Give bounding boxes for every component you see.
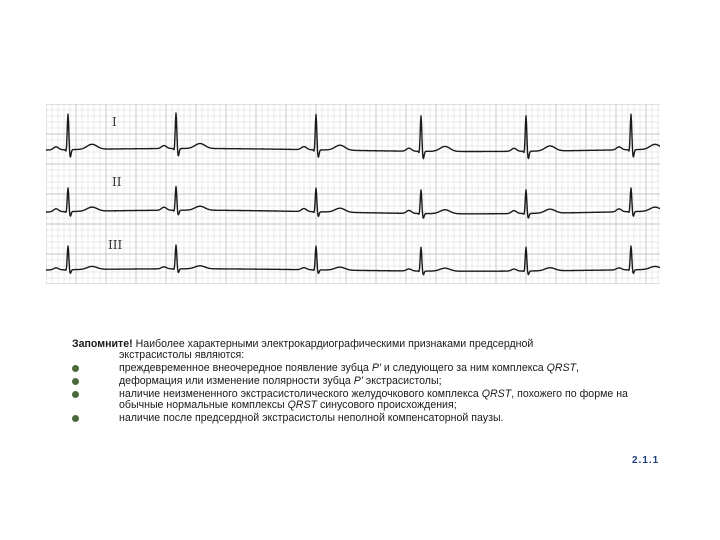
item-text: синусового происхождения; — [317, 399, 457, 411]
item-em: Р' — [353, 375, 363, 387]
item-text: преждевременное внеочередное появление зубца — [119, 362, 372, 374]
bullet-icon — [72, 365, 79, 372]
item-em: QRST — [546, 362, 577, 374]
item-text: экстрасистолы; — [362, 375, 442, 387]
note-lead: Запомните! — [72, 338, 133, 350]
item-text: наличие после предсердной экстрасистолы неполной компенсаторной паузы. — [119, 412, 504, 424]
item-em: QRST — [287, 399, 317, 411]
remember-note — [72, 339, 672, 424]
lead-label-i: I — [112, 115, 117, 129]
list-item — [72, 389, 672, 411]
list-item — [72, 376, 672, 387]
bullet-icon — [72, 378, 79, 385]
ecg-strip — [46, 104, 660, 284]
lead-label-iii: III — [108, 238, 123, 252]
note-intro — [72, 339, 672, 361]
list-item — [72, 413, 672, 424]
item-text: и следующего за ним комплекса — [380, 362, 547, 374]
note-intro-line2: экстрасистолы являются: — [119, 349, 245, 361]
item-text: , — [576, 362, 579, 374]
bullet-icon — [72, 391, 79, 398]
item-em: Р' — [371, 362, 381, 374]
bullet-icon — [72, 415, 79, 422]
item-text: , похожего по форме на обычные нормальные комплексы — [119, 388, 628, 411]
lead-label-ii: II — [112, 175, 122, 189]
list-item — [72, 363, 672, 374]
ecg-figure — [46, 104, 660, 284]
item-text: деформация или изменение полярности зубца — [119, 375, 354, 387]
note-intro-line1: Наиболее характерными электрокардиографическими признаками предсердной — [132, 338, 534, 350]
item-text: наличие неизмененного экстрасистолического желудочкового комплекса — [119, 388, 482, 400]
criteria-list — [72, 363, 672, 424]
slide-number: 2.1.1 — [632, 455, 660, 466]
item-em: QRST — [481, 388, 512, 400]
